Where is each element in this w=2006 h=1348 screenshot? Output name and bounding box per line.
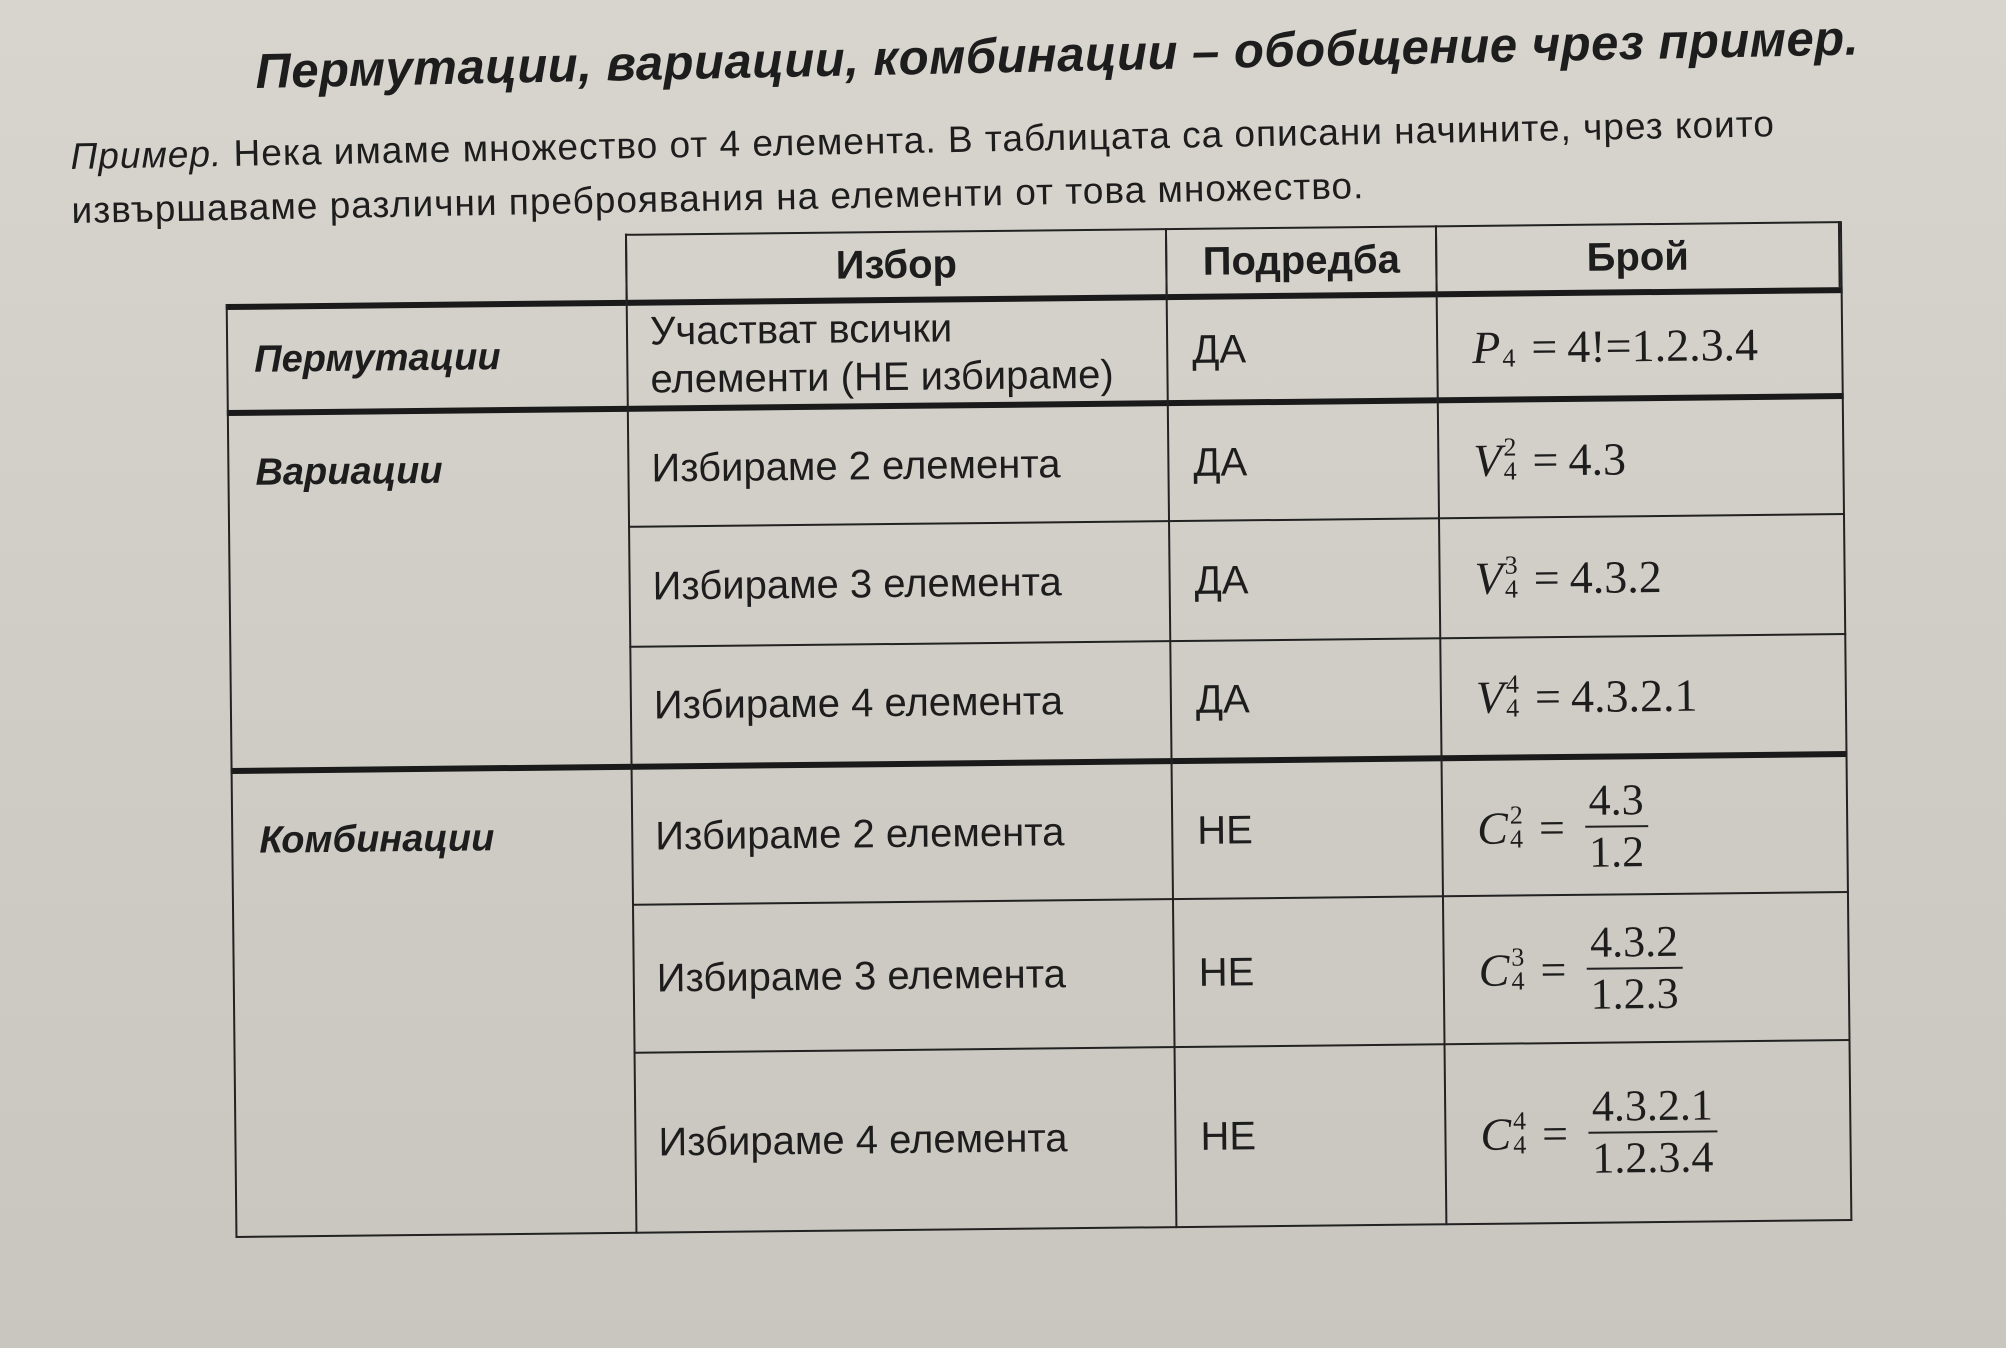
formula-rhs: 4.3.2.1 [1570, 669, 1698, 722]
fraction-numerator: 4.3.2.1 [1588, 1080, 1718, 1133]
order-cell: ДА [1194, 557, 1249, 603]
formula-sup: 2 [1509, 800, 1523, 830]
formula-sub: 4 [1505, 693, 1520, 723]
formula-rhs: 4.3.2 [1569, 550, 1662, 603]
choice-cell: Избираме 2 елемента [655, 809, 1065, 859]
choice-cell: Избираме 4 елемента [658, 1115, 1068, 1165]
equals-sign: = [1533, 551, 1560, 603]
formula-sub: 4 [1513, 1130, 1527, 1160]
formula-symbol: V [1474, 552, 1504, 604]
formula-fraction [1586, 917, 1683, 1020]
choice-line-2: елементи (НЕ избираме) [650, 352, 1114, 402]
choice-cell: Избираме 3 елемента [652, 559, 1062, 609]
formula-rhs: 4!=1.2.3.4 [1566, 318, 1759, 372]
formula-sub: 4 [1509, 824, 1524, 854]
group-combinations: Комбинации [259, 816, 495, 862]
order-cell: НЕ [1200, 1113, 1257, 1159]
equals-sign: = [1540, 943, 1567, 995]
choice-cell: Избираме 4 елемента [653, 678, 1064, 728]
formula-sub: 4 [1502, 343, 1516, 373]
intro-text-2: извършаваме различни преброявания на елементи от това множество. [71, 165, 1365, 231]
choice-cell: Избираме 2 елемента [651, 441, 1061, 491]
equals-sign: = [1531, 320, 1558, 372]
header-count: Брой [1435, 221, 1841, 291]
equals-sign: = [1534, 670, 1562, 722]
fraction-denominator: 1.2 [1588, 827, 1645, 877]
group-variations: Вариации [255, 449, 443, 494]
count-formula [1446, 1041, 1851, 1223]
count-formula [1439, 399, 1843, 517]
equals-sign: = [1532, 433, 1559, 485]
order-cell: ДА [1193, 439, 1248, 485]
formula-symbol: V [1475, 671, 1505, 723]
order-cell: НЕ [1198, 949, 1255, 995]
formula-sub: 4 [1503, 456, 1517, 486]
fraction-numerator: 4.3.2 [1586, 917, 1683, 970]
summary-table [225, 221, 1850, 1238]
order-cell: ДА [1191, 326, 1247, 372]
header-choice: Избор [625, 228, 1166, 300]
fraction-denominator: 1.2.3.4 [1592, 1132, 1714, 1183]
choice-cell: Избираме 3 елемента [656, 951, 1067, 1001]
fraction-numerator: 4.3 [1584, 775, 1648, 828]
formula-sup: 2 [1503, 432, 1517, 462]
table-row [628, 300, 1167, 406]
formula-symbol: V [1473, 434, 1502, 486]
order-cell: НЕ [1197, 807, 1254, 853]
formula-sup: 3 [1504, 550, 1518, 580]
example-label: Пример. [70, 133, 223, 177]
formula-symbol: C [1480, 1108, 1512, 1160]
formula-sub: 4 [1504, 574, 1519, 604]
formula-rhs: 4.3 [1568, 432, 1627, 485]
formula-sup: 4 [1512, 1106, 1527, 1136]
intro-paragraph [70, 94, 1972, 238]
count-formula [1438, 293, 1842, 397]
equals-sign: = [1538, 801, 1566, 853]
formula-fraction [1588, 1080, 1718, 1183]
formula-symbol: P [1471, 321, 1501, 373]
fraction-denominator: 1.2.3 [1590, 968, 1679, 1019]
formula-symbol: C [1476, 802, 1509, 854]
formula-sup: 4 [1505, 669, 1520, 699]
formula-sub: 4 [1511, 966, 1525, 996]
formula-symbol: C [1478, 944, 1510, 996]
intro-text-1: Нека имаме множество от 4 елемента. В таблицата са описани начините, чрез които [233, 103, 1776, 174]
count-formula [1443, 757, 1847, 895]
formula-sup: 3 [1511, 942, 1525, 972]
page-title: Пермутации, вариации, комбинации – обобщение чрез пример. [255, 11, 1860, 99]
count-formula [1444, 893, 1849, 1043]
count-formula [1440, 515, 1844, 637]
equals-sign: = [1541, 1107, 1569, 1159]
count-formula [1441, 635, 1845, 755]
formula-fraction [1584, 775, 1648, 878]
group-permutations: Пермутации [254, 335, 501, 381]
header-order: Подредба [1165, 225, 1436, 294]
order-cell: ДА [1195, 676, 1250, 722]
choice-line-1: Участват всички [649, 306, 953, 354]
